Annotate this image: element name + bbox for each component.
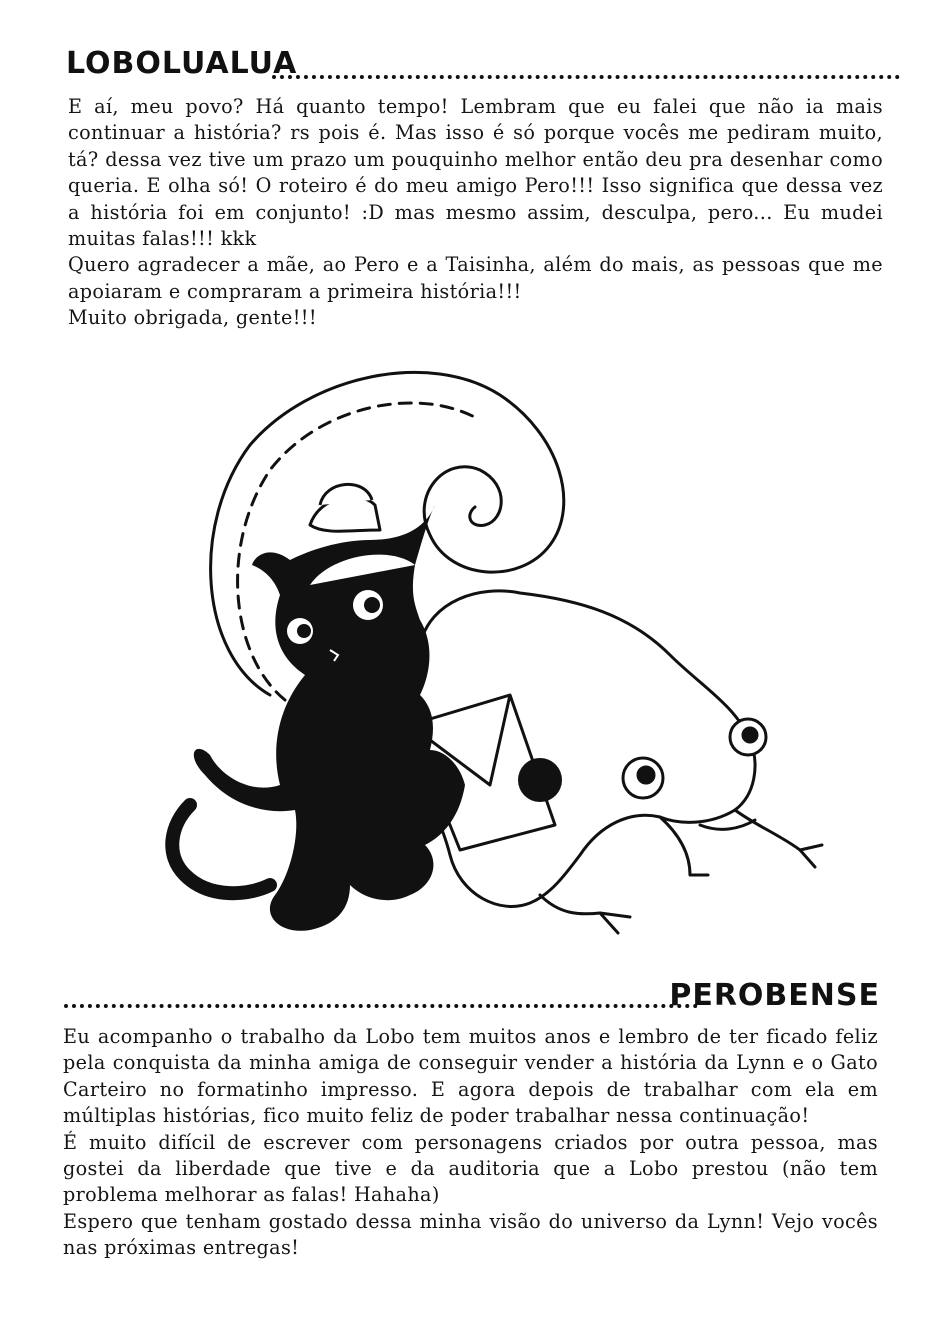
section-title-perobense: PEROBENSE	[669, 978, 880, 1013]
black-cat-icon	[172, 484, 465, 930]
section-title-lobolualua: LOBOLUALUA	[66, 46, 298, 81]
dotted-rule-bottom	[64, 1004, 698, 1008]
paragraph: Muito obrigada, gente!!!	[68, 306, 317, 330]
paragraph: Eu acompanho o trabalho da Lobo tem muitos anos e lembro de ter ficado feliz pela conquista da minha amiga de conseguir vender a história da Lynn e o Gato Carteiro no formatinho impresso. E agora depois de trabalhar com ela em múltiplas histórias, fico muito feliz de poder trabalhar nessa continuação!	[63, 1025, 878, 1128]
dotted-rule-top	[272, 75, 900, 79]
paragraph: Quero agradecer a mãe, ao Pero e a Taisinha, além do mais, as pessoas que me apoiaram e compraram a primeira história!!!	[68, 253, 883, 303]
author-note-lobolualua	[68, 94, 883, 332]
author-note-perobense	[63, 1024, 878, 1262]
paragraph: Espero que tenham gostado dessa minha visão do universo da Lynn! Vejo vocês nas próximas entregas!	[63, 1209, 878, 1260]
paragraph: E aí, meu povo? Há quanto tempo! Lembram que eu falei que não ia mais continuar a história? rs pois é. Mas isso é só porque vocês me pediram muito, tá? dessa vez tive um prazo um pouquinho melhor então deu pra desenhar como queria. E olha só! O roteiro é do meu amigo Pero!!! Isso significa que dessa vez a história foi em conjunto! :D mas mesmo assim, desculpa, pero... Eu mudei muitas falas!!! kkk	[68, 95, 883, 251]
cat-and-chameleon-illustration	[160, 355, 900, 965]
paragraph: É muito difícil de escrever com personagens criados por outra pessoa, mas gostei da liberdade que tive e da auditoria que a Lobo prestou (não tem problema melhorar as falas! Hahaha)	[63, 1130, 878, 1207]
